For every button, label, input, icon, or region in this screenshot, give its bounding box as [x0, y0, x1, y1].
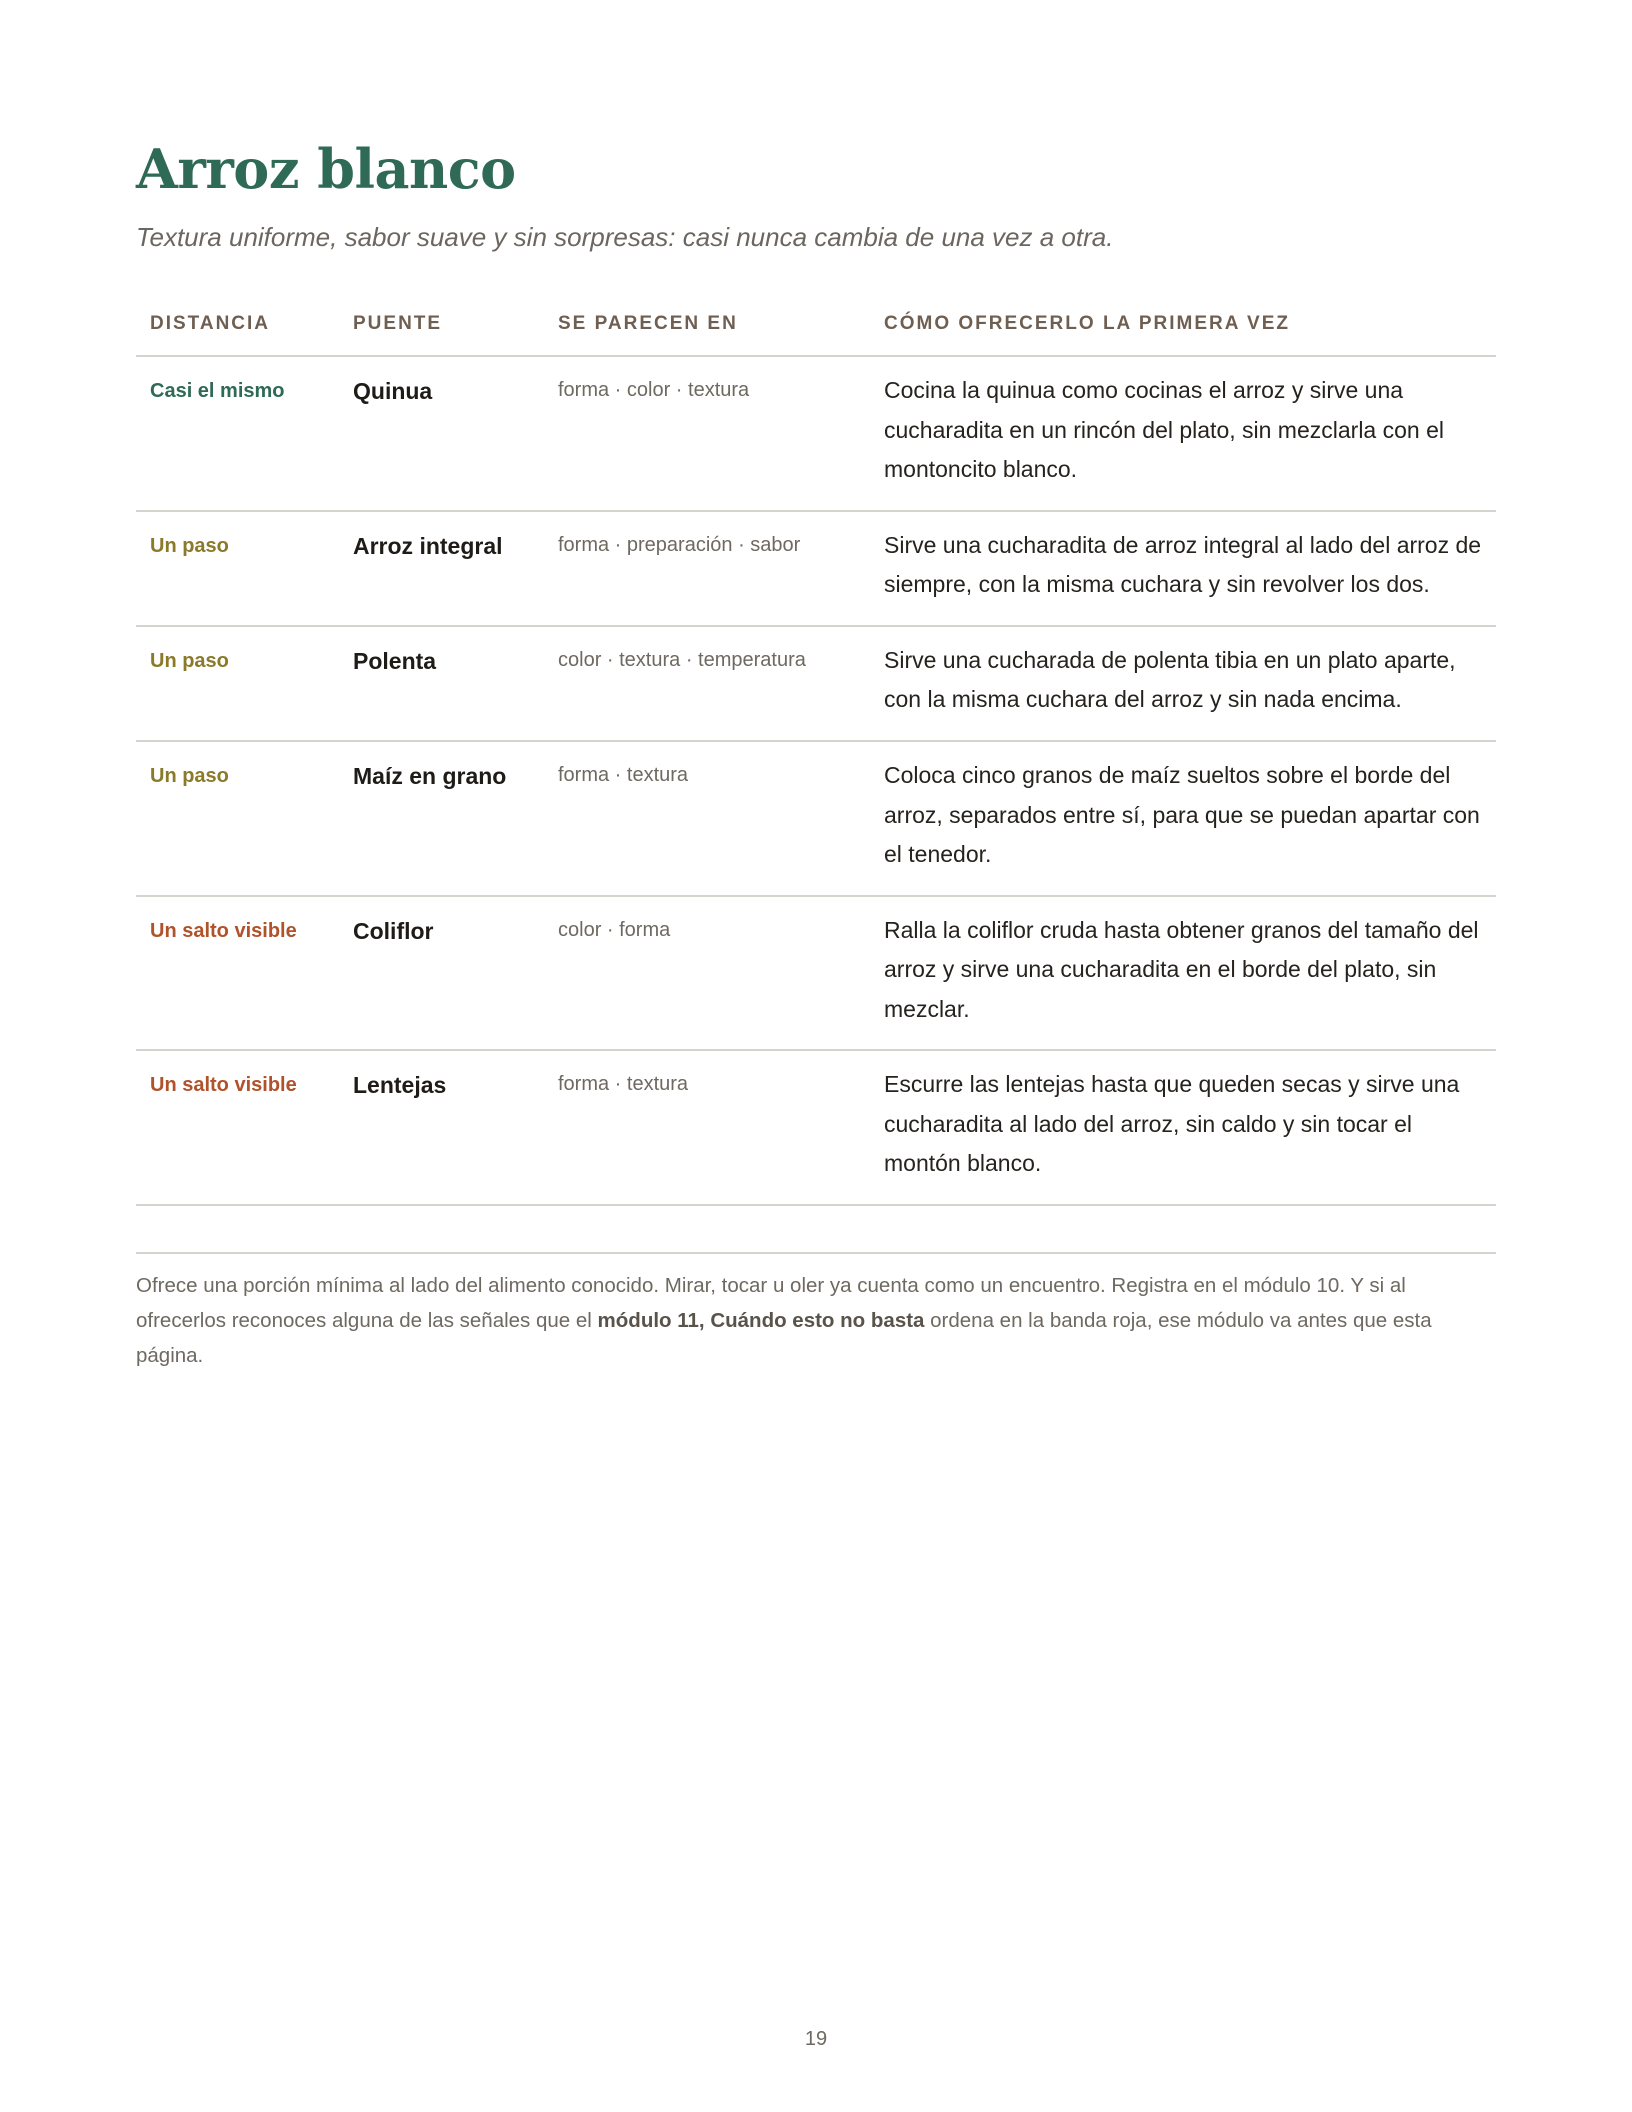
bridge-food: Polenta [353, 647, 437, 674]
table-row [136, 356, 1496, 511]
similarity-traits: forma · textura [558, 1073, 689, 1096]
footnote-module-reference: módulo 11, Cuándo esto no basta [597, 1309, 925, 1333]
page-subtitle: Textura uniforme, sabor suave y sin sorpresas: casi nunca cambia de una vez a otra. [136, 222, 1114, 253]
table-row [136, 511, 1496, 626]
distance-label: Un paso [150, 534, 229, 557]
bridge-food: Arroz integral [353, 532, 503, 559]
table-row [136, 896, 1496, 1051]
distance-label: Un salto visible [150, 1074, 297, 1097]
footnote-text-end: ordena en la banda roja, ese módulo va antes que esta página. [136, 1309, 1432, 1368]
bridge-food: Coliflor [353, 917, 434, 944]
distance-label: Un paso [150, 649, 229, 672]
page-title: Arroz blanco [136, 137, 516, 201]
similarity-traits: forma · color · textura [558, 379, 750, 402]
how-to-offer: Sirve una cucharada de polenta tibia en un plato aparte, con la misma cuchara del arroz y sin nada encima. [884, 646, 1456, 713]
similarity-traits: color · textura · temperatura [558, 648, 806, 671]
distance-label: Un salto visible [150, 919, 297, 942]
bridge-food: Lentejas [353, 1072, 447, 1099]
table-row [136, 1050, 1496, 1205]
section-divider [136, 1252, 1496, 1254]
how-to-offer: Sirve una cucharadita de arroz integral al lado del arroz de siempre, con la misma cuchara y sin revolver los dos. [884, 531, 1482, 598]
how-to-offer: Cocina la quinua como cocinas el arroz y sirve una cucharadita en un rincón del plato, sin mezclarla con el montoncito blanco. [884, 377, 1444, 483]
distance-label: Casi el mismo [150, 380, 285, 403]
page-number: 19 [804, 2028, 828, 2050]
how-to-offer: Ralla la coliflor cruda hasta obtener granos del tamaño del arroz y sirve una cucharadita en el borde del plato, sin mezclar. [884, 916, 1479, 1022]
how-to-offer: Coloca cinco granos de maíz sueltos sobre el borde del arroz, separados entre sí, para que se puedan apartar con el tenedor. [884, 762, 1480, 868]
table-row [136, 626, 1496, 741]
bridge-foods-table [136, 313, 1496, 1206]
distance-label: Un paso [150, 765, 229, 788]
table-row [136, 741, 1496, 896]
footnote [136, 1268, 1496, 1374]
similarity-traits: forma · textura [558, 764, 689, 787]
how-to-offer: Escurre las lentejas hasta que queden secas y sirve una cucharadita al lado del arroz, sin caldo y sin tocar el montón blanco. [884, 1071, 1460, 1177]
similarity-traits: color · forma [558, 918, 671, 941]
header-bridge: PUENTE [339, 313, 544, 356]
bridge-food: Quinua [353, 378, 433, 405]
similarity-traits: forma · preparación · sabor [558, 533, 801, 556]
header-how: CÓMO OFRECERLO LA PRIMERA VEZ [870, 313, 1496, 356]
header-similar: SE PARECEN EN [544, 313, 870, 356]
bridge-food: Maíz en grano [353, 763, 507, 790]
table-header-row [136, 313, 1496, 356]
header-distance: DISTANCIA [136, 313, 339, 356]
footnote-text: Ofrece una porción mínima al lado del alimento conocido. Mirar, tocar u oler ya cuenta como un encuentro. Registra en el módulo 10. Y si al ofrecerlos reconoces alguna de las señales que el [136, 1273, 1406, 1333]
